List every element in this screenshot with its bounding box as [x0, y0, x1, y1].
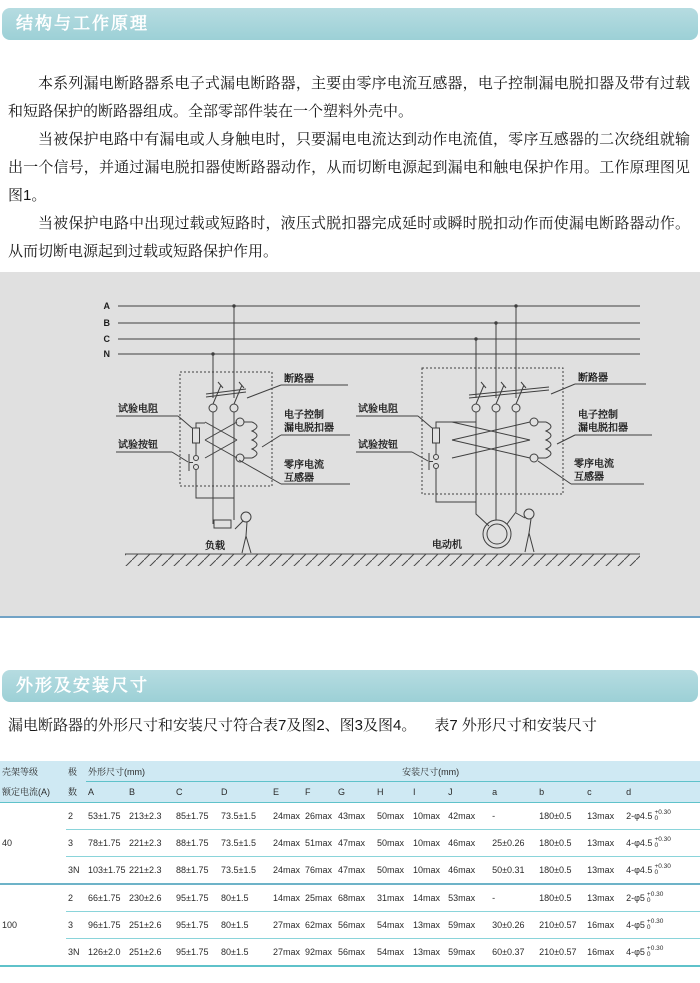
cell: 24max [271, 803, 303, 830]
header-pole-line1: 极 [68, 766, 78, 777]
bus-lines [118, 306, 640, 354]
paragraph-2: 当被保护电路中有漏电或人身触电时，只要漏电电流达到动作电流值，零序互感器的二次绕组就输出一个信号，并通过漏电脱扣器使断路器动作，从而切断电源起到漏电和触电保护作用。工作原理图见图1。 [8, 131, 690, 204]
cell-pole: 2 [66, 884, 86, 912]
label-test-button-left: 试验按钮 [118, 440, 158, 451]
tolerance: +0.30 0 [646, 890, 664, 904]
cell: 85±1.75 [174, 803, 219, 830]
header-pole-line2: 数 [66, 782, 86, 803]
section-title-text: 结构与工作原理 [16, 14, 149, 33]
cell: 73.5±1.5 [219, 803, 271, 830]
label-trip-unit-left-line1: 电子控制 [284, 410, 324, 421]
table-caption [8, 714, 700, 735]
cell: - [490, 884, 537, 912]
col-b: b [537, 782, 585, 803]
cell: 50max [375, 830, 411, 857]
cell: 210±0.57 [537, 912, 585, 939]
cell-pole: 3 [66, 830, 86, 857]
label-motor: 电动机 [432, 540, 462, 551]
label-load: 负载 [205, 541, 225, 552]
cell: 88±1.75 [174, 830, 219, 857]
col-B: B [127, 782, 174, 803]
cell: 80±1.5 [219, 939, 271, 967]
cell: 62max [303, 912, 336, 939]
cell: 25max [303, 884, 336, 912]
cell: 10max [411, 830, 446, 857]
col-F: F [303, 782, 336, 803]
cell: 88±1.75 [176, 865, 209, 875]
cell: 60±0.37 [490, 939, 537, 967]
header-row-2 [0, 782, 700, 803]
cell-pole: 3N [66, 939, 86, 967]
cell-d: 2-φ5 +0.30 0 [624, 884, 700, 912]
col-a: a [490, 782, 537, 803]
table-row [0, 803, 700, 830]
cell: 14max [271, 884, 303, 912]
cell: 13max [585, 803, 624, 830]
cell: 31max [375, 884, 411, 912]
cell-pole: 2 [66, 803, 86, 830]
label-test-resistor-left: 试验电阻 [118, 404, 158, 415]
cell: 76max [305, 865, 333, 875]
col-C: C [174, 782, 219, 803]
paragraph-1: 本系列漏电断路器系电子式漏电断路器，主要由零序电流互感器，电子控制漏电脱扣器及带有过载和短路保护的断路器组成。全部零部件装在一个塑料外壳中。 [8, 75, 690, 120]
cell: 126±2.0 [86, 939, 127, 967]
cell: 13max [587, 865, 615, 875]
cell: 230±2.6 [127, 884, 174, 912]
intro-text [8, 70, 690, 266]
cell: 16max [585, 939, 624, 967]
cell: 73.5±1.5 [221, 865, 256, 875]
col-I: I [411, 782, 446, 803]
header-row-1 [0, 761, 700, 782]
col-c: c [585, 782, 624, 803]
figure-1-panel [0, 272, 700, 618]
cell: 13max [411, 912, 446, 939]
table-row [0, 830, 700, 857]
section-title-text: 外形及安装尺寸 [16, 676, 149, 695]
cell: 53±1.75 [86, 803, 127, 830]
cell: 92max [303, 939, 336, 967]
paragraph-3: 当被保护电路中出现过载或短路时，液压式脱扣器完成延时或瞬时脱扣动作而使漏电断路器动作。从而切断电源起到过载或短路保护作用。 [8, 215, 690, 260]
header-frame-level: 壳架等级 [2, 766, 39, 777]
header-install-group: 安装尺寸(mm) [446, 761, 700, 782]
cell: 54max [375, 912, 411, 939]
cell: 51max [303, 830, 336, 857]
cell: 13max [585, 830, 624, 857]
caption-text: 漏电断路器的外形尺寸和安装尺寸符合表7及图2、图3及图4。 [8, 717, 417, 734]
cell: - [490, 803, 537, 830]
cell-d: 4-φ4.5 +0.30 0 [624, 830, 700, 857]
bus-label-c: C [103, 334, 110, 344]
cell: 50±0.31 [492, 865, 525, 875]
cell: 10max [411, 803, 446, 830]
cell: 13max [411, 939, 446, 967]
cell: 251±2.6 [127, 912, 174, 939]
label-ct-right-line2: 互感器 [574, 472, 604, 483]
label-trip-unit-right-line1: 电子控制 [578, 410, 618, 421]
cell: 53max [446, 884, 490, 912]
table-title: 表7 外形尺寸和安装尺寸 [434, 717, 597, 734]
cell: 56max [336, 912, 375, 939]
cell: 25±0.26 [490, 830, 537, 857]
tolerance: +0.30 0 [654, 862, 671, 876]
cell: 96±1.75 [86, 912, 127, 939]
table-row [0, 939, 700, 967]
cell: 47max [336, 830, 375, 857]
cell: 180±0.5 [537, 803, 585, 830]
cell: 26max [303, 803, 336, 830]
group-label-40: 40 [0, 803, 66, 885]
cell: 251±2.6 [127, 939, 174, 967]
figure-1-wiring-diagram [0, 272, 700, 616]
cell-pole: 3 [66, 912, 86, 939]
cell: 66±1.75 [86, 884, 127, 912]
cell-d: 4-φ4.5 +0.30 0 [626, 862, 671, 876]
cell: 14max [411, 884, 446, 912]
cell: 47max [338, 865, 366, 875]
cell: 68max [336, 884, 375, 912]
cell: 180±0.5 [537, 830, 585, 857]
label-breaker-right: 断路器 [578, 373, 608, 384]
table-row [0, 884, 700, 912]
label-ct-right-line1: 零序电流 [574, 459, 614, 470]
cell: 78±1.75 [86, 830, 127, 857]
cell: 56max [336, 939, 375, 967]
col-E: E [271, 782, 303, 803]
section-title-dimensions [2, 670, 698, 702]
cell: 80±1.5 [219, 884, 271, 912]
col-J: J [446, 782, 490, 803]
table-row [0, 912, 700, 939]
cell: 24max [271, 830, 303, 857]
label-trip-unit-right-line2: 漏电脱扣器 [578, 423, 628, 434]
cell: 95±1.75 [174, 884, 219, 912]
label-breaker-left: 断路器 [284, 374, 314, 385]
col-A: A [86, 782, 127, 803]
col-D: D [219, 782, 271, 803]
tolerance: +0.30 0 [654, 835, 671, 849]
cell: 27max [271, 939, 303, 967]
col-H: H [375, 782, 411, 803]
ground-hatching [125, 554, 640, 566]
cell: 180±0.5 [539, 865, 572, 875]
cell: 24max [273, 865, 301, 875]
cell: 16max [585, 912, 624, 939]
cell-d: 4-φ5 +0.30 0 [624, 912, 700, 939]
label-test-button-right: 试验按钮 [358, 440, 398, 451]
cell: 50max [377, 865, 405, 875]
table-header [0, 761, 700, 803]
label-test-resistor-right: 试验电阻 [358, 404, 398, 415]
section-title-structure [2, 8, 698, 40]
cell-d: 2-φ4.5 +0.30 0 [624, 803, 700, 830]
group-label-100: 100 [0, 884, 66, 966]
cell: 13max [585, 884, 624, 912]
cell: 95±1.75 [174, 912, 219, 939]
label-trip-unit-left-line2: 漏电脱扣器 [284, 423, 334, 434]
table-row [0, 857, 700, 885]
bus-label-b: B [103, 318, 110, 328]
cell: 10max [413, 865, 441, 875]
cell: 30±0.26 [490, 912, 537, 939]
label-ct-left-line1: 零序电流 [284, 460, 324, 471]
cell: 42max [446, 803, 490, 830]
cell: 27max [271, 912, 303, 939]
cell: 95±1.75 [174, 939, 219, 967]
cell: 210±0.57 [537, 939, 585, 967]
cell: 54max [375, 939, 411, 967]
dimensions-table [0, 761, 700, 967]
cell: 221±2.3 [129, 865, 162, 875]
cell: 50max [375, 803, 411, 830]
cell: 221±2.3 [127, 830, 174, 857]
tolerance: +0.30 0 [646, 917, 664, 931]
label-ct-left-line2: 互感器 [284, 473, 314, 484]
cell: 213±2.3 [127, 803, 174, 830]
cell: 80±1.5 [219, 912, 271, 939]
bus-label-n: N [103, 349, 110, 359]
col-G: G [336, 782, 375, 803]
cell-pole: 3N [68, 865, 80, 875]
tolerance: +0.30 0 [646, 944, 664, 958]
header-rated-current: 额定电流(A) [0, 782, 66, 803]
cell: 43max [336, 803, 375, 830]
cell: 73.5±1.5 [219, 830, 271, 857]
cell: 180±0.5 [537, 884, 585, 912]
bus-label-a: A [103, 301, 110, 311]
cell: 46max [446, 830, 490, 857]
cell: 46max [448, 865, 476, 875]
col-d: d [624, 782, 700, 803]
cell: 103±1.75 [88, 865, 126, 875]
header-outline-group: 外形尺寸(mm) [86, 761, 446, 782]
cell-d: 4-φ5 +0.30 0 [624, 939, 700, 967]
tolerance: +0.30 0 [654, 808, 671, 822]
cell: 59max [446, 939, 490, 967]
cell: 59max [446, 912, 490, 939]
